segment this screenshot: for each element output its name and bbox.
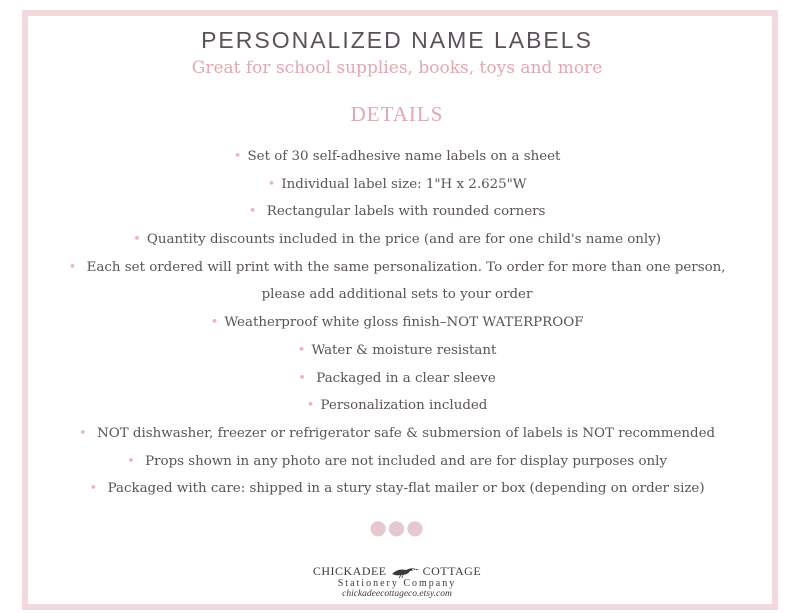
list-item: • Weatherproof white gloss finish–NOT WATERPROOF — [210, 315, 584, 331]
details-heading: DETAILS — [350, 102, 444, 126]
bullet-icon: • — [297, 342, 306, 358]
ellipsis-divider: ●●● — [369, 515, 425, 539]
list-item: • Personalization included — [306, 398, 488, 414]
bullet-icon: • — [68, 259, 77, 275]
logo-company: Stationery Company — [337, 578, 457, 589]
list-item: • Packaged with care: shipped in a stury stay-flat mailer or box (depending on order size) — [89, 481, 705, 497]
details-list — [40, 143, 754, 503]
bullet-icon: • — [248, 204, 257, 220]
company-logo — [0, 560, 794, 599]
list-item: • NOT dishwasher, freezer or refrigerator safe & submersion of labels is NOT recommended — [78, 425, 716, 441]
bullet-icon: • — [267, 176, 276, 192]
list-item: • Individual label size: 1"H x 2.625"W — [267, 176, 527, 192]
logo-brand — [313, 564, 481, 579]
list-item: • Packaged in a clear sleeve — [298, 370, 496, 386]
bullet-icon: • — [210, 315, 219, 331]
bullet-icon: • — [89, 481, 98, 497]
logo-url: chickadeecottageco.etsy.com — [342, 589, 452, 599]
bird-icon — [390, 565, 420, 579]
list-item: • Props shown in any photo are not included and are for display purposes only — [126, 453, 668, 469]
bullet-icon: • — [306, 398, 315, 414]
list-item: • Each set ordered will print with the same personalization. To order for more than one person, — [68, 259, 726, 275]
bullet-icon: • — [78, 425, 87, 441]
list-item-continuation: please add additional sets to your order — [261, 287, 533, 303]
bullet-icon: • — [132, 232, 141, 248]
page-subtitle: Great for school supplies, books, toys and more — [191, 58, 603, 78]
bullet-icon: • — [298, 370, 307, 386]
bullet-icon: • — [233, 149, 242, 164]
page-title: PERSONALIZED NAME LABELS — [201, 27, 593, 53]
logo-brand-left: CHICKADEE — [312, 564, 387, 578]
list-item: • Water & moisture resistant — [297, 342, 497, 358]
list-item: • Rectangular labels with rounded corners — [248, 204, 546, 220]
logo-brand-right: COTTAGE — [422, 564, 482, 578]
bullet-icon: • — [126, 453, 135, 469]
list-item: • Set of 30 self-adhesive name labels on a sheet — [233, 149, 561, 164]
list-item: • Quantity discounts included in the price (and are for one child's name only) — [132, 232, 662, 248]
